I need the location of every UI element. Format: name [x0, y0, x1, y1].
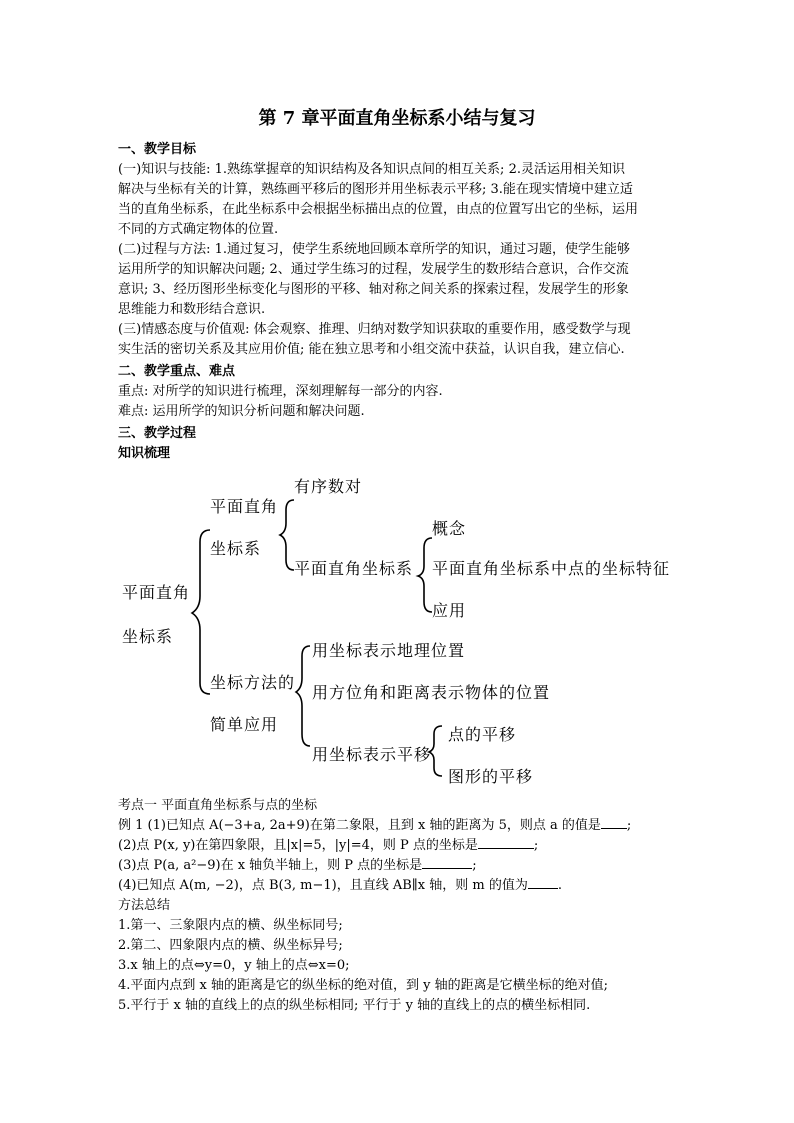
- question-text: (2)点 P(x, y)在第四象限，且|x|=5，|y|=4，则 P 点的坐标是: [118, 838, 478, 853]
- tree-geo-position: 用坐标表示地理位置: [312, 641, 466, 660]
- method-line: 1.第一、三象限内点的横、纵坐标同号;: [118, 918, 343, 933]
- method-line: 5.平行于 x 轴的直线上的点的纵坐标相同; 平行于 y 轴的直线上的点的横坐标相同.: [118, 998, 591, 1013]
- method-heading: 方法总结: [118, 898, 171, 913]
- bracket-lines: [118, 468, 688, 788]
- paragraph-line: 思维能力和数形结合意识.: [118, 302, 266, 317]
- tree-root-line1: 平面直角: [122, 583, 191, 602]
- paragraph-line: (三)情感态度与价值观: 体会观察、推理、归纳对数学知识获取的重要作用，感受数学与现: [118, 322, 631, 337]
- question-line: [118, 816, 678, 836]
- subheading-knowledge: 知识梳理: [118, 446, 171, 461]
- question-line: [118, 836, 678, 856]
- method-line: 3.x 轴上的点⇔y=0，y 轴上的点⇔x=0;: [118, 958, 350, 973]
- section-heading-objectives: 一、教学目标: [118, 142, 197, 157]
- question-text: (4)已知点 A(m, −2)，点 B(3, m−1)，且直线 AB∥x 轴，则 m 的值为: [118, 878, 528, 893]
- tree-ordered-pair: 有序数对: [294, 477, 363, 496]
- section-heading-process: 三、教学过程: [118, 426, 197, 441]
- paragraph-line: 当的直角坐标系，在此坐标系中会根据坐标描出点的位置，由点的位置写出它的坐标，运用: [118, 202, 639, 217]
- question-text: (3)点 P(a, a²−9)在 x 轴负半轴上，则 P 点的坐标是: [118, 858, 423, 873]
- tree-bearing-distance: 用方位角和距离表示物体的位置: [312, 683, 551, 702]
- paragraph-line: 实生活的密切关系及其应用价值; 能在独立思考和小组交流中获益，认识自我，建立信心.: [118, 342, 625, 357]
- tree-branch2-line2: 简单应用: [210, 715, 279, 734]
- coordsys-brace: [418, 538, 432, 612]
- page-title: 第 7 章平面直角坐标系小结与复习: [258, 108, 536, 129]
- topic-title: 考点一 平面直角坐标系与点的坐标: [118, 798, 318, 813]
- paragraph-line: 意识; 3、经历图形坐标变化与图形的平移、轴对称之间关系的探索过程，发展学生的形象: [118, 282, 629, 297]
- paragraph-line: (一)知识与技能: 1.熟练掌握章的知识结构及各知识点间的相互关系; 2.灵活运用相关知识: [118, 162, 625, 177]
- tree-concept: 概念: [432, 519, 467, 538]
- question-text: 例 1 (1)已知点 A(−3+a, 2a+9)在第二象限，且到 x 轴的距离为 5，则点 a 的值是: [118, 818, 601, 833]
- punctuation: ;: [533, 838, 539, 853]
- tree-figure-translation: 图形的平移: [448, 767, 534, 786]
- answer-blank: [601, 816, 627, 829]
- branch1-brace: [280, 500, 294, 570]
- tree-coordsys: 平面直角坐标系: [294, 559, 414, 578]
- paragraph-line: 不同的方式确定物体的位置.: [118, 222, 279, 237]
- paragraph-line: 难点: 运用所学的知识分析问题和解决问题.: [118, 404, 365, 419]
- method-line: 2.第二、四象限内点的横、纵坐标异号;: [118, 938, 343, 953]
- knowledge-tree: [118, 468, 688, 788]
- tree-root-line2: 坐标系: [122, 627, 174, 646]
- answer-blank: [422, 856, 472, 869]
- paragraph-line: 重点: 对所学的知识进行梳理，深刻理解每一部分的内容.: [118, 384, 443, 399]
- paragraph-line: (二)过程与方法: 1.通过复习，使学生系统地回顾本章所学的知识，通过习题，使学生能够: [118, 242, 631, 257]
- method-line: 4.平面内点到 x 轴的距离是它的纵坐标的绝对值，到 y 轴的距离是它横坐标的绝对值;: [118, 978, 608, 993]
- root-brace: [192, 530, 210, 694]
- answer-blank: [528, 876, 558, 889]
- tree-branch1-line1: 平面直角: [210, 497, 279, 516]
- tree-translation: 用坐标表示平移: [312, 745, 432, 764]
- tree-branch2-line1: 坐标方法的: [210, 673, 296, 692]
- tree-point-features: 平面直角坐标系中点的坐标特征: [432, 559, 671, 578]
- paragraph-line: 解决与坐标有关的计算，熟练画平移后的图形并用坐标表示平移; 3.能在现实情境中建立适: [118, 182, 633, 197]
- punctuation: .: [557, 878, 562, 893]
- tree-application: 应用: [432, 601, 467, 620]
- branch2-brace: [296, 646, 310, 746]
- punctuation: ;: [472, 858, 477, 873]
- punctuation: ;: [626, 818, 632, 833]
- paragraph-line: 运用所学的知识解决问题; 2、通过学生练习的过程，发展学生的数形结合意识，合作交流: [118, 262, 629, 277]
- question-line: [118, 876, 678, 896]
- answer-blank: [478, 836, 534, 849]
- tree-branch1-line2: 坐标系: [210, 539, 262, 558]
- tree-point-translation: 点的平移: [448, 725, 517, 744]
- question-line: [118, 856, 678, 876]
- section-heading-key-points: 二、教学重点、难点: [118, 364, 236, 379]
